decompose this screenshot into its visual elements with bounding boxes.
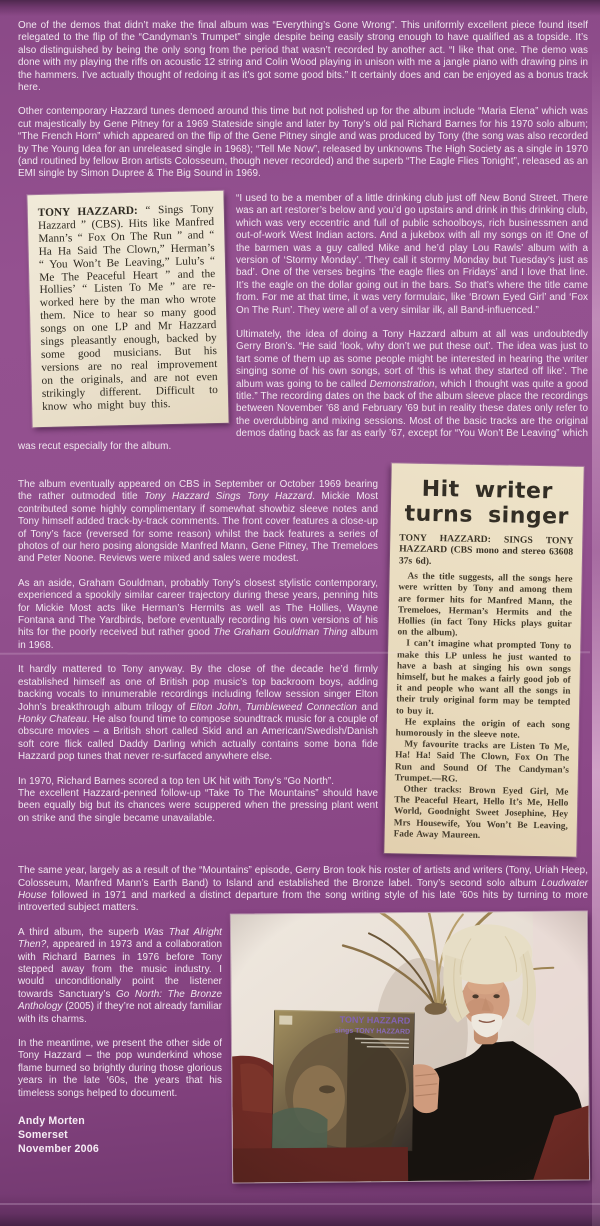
newspaper-clipping-hit-writer: [384, 463, 583, 857]
clipping-paragraph: As the title suggests, all the songs here were written by Tony and among them are former hits for Manfred Mann, the Tremeloes, Herman’s Hermits and the Hollies (in fact Tony Hicks plays guitar on the album).: [397, 571, 573, 639]
signature-name: Andy Morten: [18, 1115, 85, 1127]
paragraph-meantime: In the meantime, we present the other side of Tony Hazzard – the pop wunderkind whose flame burned so brightly during those glorious years in the late ‘60s, the years that his timeless songs helped to document.: [18, 1037, 222, 1099]
liner-notes-text-area: [18, 20, 588, 1189]
clipping-paragraph: I can’t imagine what prompted Tony to make this LP unless he just wanted to have a bash at singing his own songs himself, but he makes a fairly good job of it and people who want all the songs in their truly original form may be tempted to buy it.: [395, 638, 572, 717]
section-review-and-quote: [18, 193, 588, 465]
photo-wrap-flow: [18, 927, 588, 1156]
clipping-headline-line2: turns singer: [404, 501, 570, 530]
clipping-paragraph: Other tracks: Brown Eyed Girl, Me The Peaceful Heart, Hello It’s Me, Hello World, Goodnight Sweet Josephine, Hey Mrs Housewife, You Won’t Be Leaving, Fade Away Maureen.: [393, 784, 569, 841]
paragraph-drinking-club-quote: “I used to be a member of a little drinking club just off New Bond Street. There was an art restorer’s below and you’d go upstairs and drink in this drinking club, which was very eccentric and full of public schoolboys, rich businessmen and out-of-work West Indian actors. And a jukebox with all my songs on it! One of the barmen was a guy called Mike and he’d play Lou Rawls’ album with a version of ‘Stormy Monday’. ‘They call it stormy Monday but Tuesday’s just as bad’. One of the verses begins ‘the eagle flies on Fridays’ and I love that line. It’s the eagle on the dollar going out in the bars. So that’s where the title came from. For me at that time, it was very formulaic, like ‘Brown Eyed Girl’ and ‘Fox On The Run’. They were all of a very similar ilk, all Band-influenced.”: [236, 192, 588, 316]
clipping-paragraph: My favourite tracks are Listen To Me, Ha! Ha! Said The Clown, Fox On The Run and Sound Of The Candyman’s Trumpet.—RG.: [394, 739, 570, 785]
section-later-years: [18, 865, 588, 1189]
paragraph-contemporary-demos: Other contemporary Hazzard tunes demoed around this time but not polished up for the album include “Maria Elena” which was cut majestically by Gene Pitney for a 1969 Stateside single and later by Tony’s old pal Richard Barnes for his 1970 solo album; “The French Horn” which appeared on the flip of the Gene Pitney single and was produced by Tony (the song was also recorded by The Young Idea for an unreleased single in 1968); “Tell Me Now”, released by unknowns The High Society as a single in 1970 (and routined by fellow Bron artists Colosseum, though never recorded) and the superb “The Eagle Flies Tonight”, released as an EMI single by Simon Dupree & The Big Sound in 1969.: [18, 106, 588, 180]
paragraph-backroom-boys: It hardly mattered to Tony anyway. By the close of the decade he’d firmly established himself as one of British pop music’s top backroom boys, adding backing vocals to innumerable recordings including fellow session singer Elton John’s breakthrough album trilogy of Elton John, Tumbleweed Connection and Honky Chateau. He also found time to compose soundtrack music for a couple of obscure movies – a British short called Skid and an American/Swedish/Danish soft core flick called Daddy Darling which actually contains some bona fide Hazzard pop tunes that never re-surfaced anywhere else.: [18, 664, 378, 763]
paragraph-ultimately-gerry-bron: Ultimately, the idea of doing a Tony Hazzard album at all was undoubtedly Gerry Bron’s. “He said ‘look, why don’t we put these out’. The idea was just to tart some of them up as some people might be interested in hearing the writer singing some of his own songs, sort of ‘this is what they started off like’. The album was going to be called Demonstration, which I thought was quite a good title.” The recording dates on the back of the album sleeve place the recordings between November ’68 and February ’69 but in reality these dates only refer to the overdubbing and mixing sessions. Most of the basic tracks are the original demos dating back as far as early ’67, except for “You Won’t Be Leaving” which was recut especially for the album.: [18, 328, 588, 452]
scan-edge-bottom: [0, 1194, 600, 1226]
scan-scratch-line: [0, 1203, 600, 1205]
paragraph-go-north: In 1970, Richard Barnes scored a top ten UK hit with Tony’s “Go North”. The excellent Hazzard-penned follow-up “Take To The Mountains” should have been equally big but its chances were scuppered when the pressing plant went on strike and the single became unavailable.: [18, 775, 378, 824]
clipping-review-text: TONY HAZZARD: “ Sings Tony Hazzard ” (CBS). Hits like Manfred Mann’s “ Fox On The Run ” and “ Ha Ha Said The Clown,” Herman’s “ You Won’t Be Leaving,” Lulu’s “ Me The Peaceful Heart ” and the Hollies’ “ Listen To Me ” are re-worked here by the man who wrote them. Nice to hear so many good songs on one LP and Mr Hazzard sings pleasantly enough, backed by some good musicians. But his versions are no real improvement on the originals, and are not even strikingly different. Difficult to know who might buy this.: [37, 202, 218, 413]
clipping-paragraph: He explains the origin of each song humorously in the sleeve note.: [395, 717, 570, 741]
scan-edge-right: [592, 0, 600, 1226]
paragraph-third-album: A third album, the superb Was That Alright Then?, appeared in 1973 and a collaboration with Richard Barnes in 1976 before Tony stepped away from the music industry. I would unconditionally point the listener towards Sanctuary’s Go North: The Bronze Anthology (2005) if they’re not already familiar with its charms.: [18, 926, 222, 1025]
signature-place: Somerset: [18, 1129, 68, 1141]
newspaper-clipping-review: [27, 191, 228, 427]
signature-date: November 2006: [18, 1143, 99, 1155]
photo-tony-hazzard-with-album: [231, 911, 589, 1182]
paragraph-gouldman-aside: As an aside, Graham Gouldman, probably Tony’s closest stylistic contemporary, experienced a spookily similar career trajectory during these years, penning hits for Mickie Most acts like Herman’s Hermits as well as The Hollies, Wayne Fontana and The Yardbirds, before eventually recording his own versions of his hits for the poorly received but rather good The Graham Gouldman Thing album in 1968.: [18, 577, 378, 651]
paragraph-demos-bonus-track: One of the demos that didn’t make the final album was “Everything’s Gone Wrong”. This uniformly excellent piece found itself relegated to the flip of the “Candyman’s Trumpet” single despite being easily strong enough to have qualified as a topside. It’s also distinguished by being the only song from the period that wasn’t recorded by another act. “I like that one. The demo was done with my playing the riffs on acoustic 12 string and Colin Wood playing in unison with me a jangle piano with drawing pins in the hammers. I’ve actually thought of redoing it as it’s got some good bits.” It certainly does and can be enjoyed as a bonus track here.: [18, 20, 588, 94]
section-album-release: [18, 465, 588, 865]
scan-edge-top: [0, 0, 600, 16]
clipping-byline: TONY HAZZARD: SINGS TONY HAZZARD (CBS mono and stereo 63608 37s 6d).: [398, 532, 574, 567]
paragraph-bronze-label: The same year, largely as a result of the “Mountains” episode, Gerry Bron took his roster of artists and writers (Tony, Uriah Heep, Colosseum, Manfred Mann’s Earth Band) to Island and established the Bronze label. Tony’s second solo album Loudwater House followed in 1971 and marked a distinct departure from the song writing style of his late ’60s hits by turning to more introverted subject matters.: [18, 865, 588, 914]
photo-vignette: [231, 911, 589, 1182]
clipping-headline-line1: Hit writer: [421, 476, 554, 505]
photo-illustration: [231, 911, 589, 1182]
paragraph-album-appeared: The album eventually appeared on CBS in September or October 1969 bearing the rather outmoded title Tony Hazzard Sings Tony Hazzard. Mickie Most contributed some highly complimentary if somewhat showbiz sleeve notes and Tony himself added track-by-track comments. The front cover features a close-up of Tony’s face (reversed for some reason) whilst the back features a series of photos of our hero posing alongside Manfred Mann, Gene Pitney, The Tremeloes and Peter Noone. Reviews were mixed and sales were modest.: [18, 479, 379, 565]
clipping-headline: [400, 476, 575, 529]
